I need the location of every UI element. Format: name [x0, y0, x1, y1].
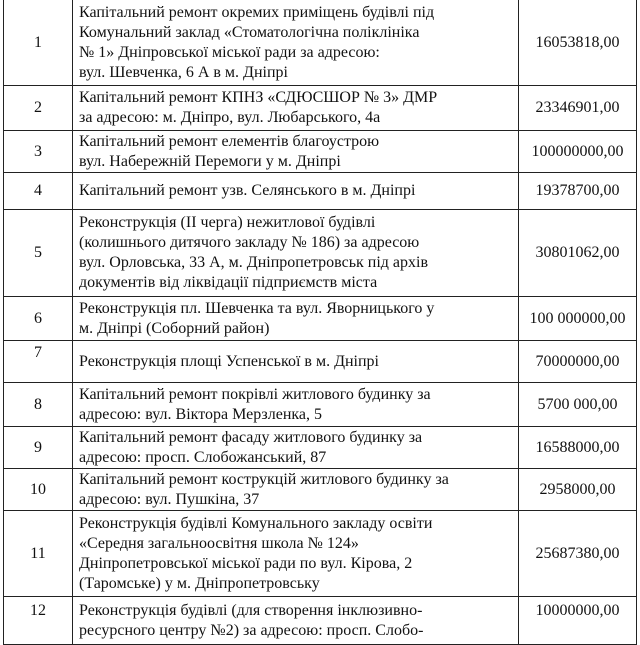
row-amount: 2958000,00	[519, 469, 637, 511]
table-row	[4, 511, 637, 597]
description-line: вул. Орловська, 33 А, м. Дніпропетровськ під архів	[79, 254, 429, 271]
row-description	[73, 469, 519, 511]
table-row	[4, 86, 637, 131]
description-line: адресою: просп. Слобожанський, 87	[79, 448, 327, 466]
row-number: 6	[4, 297, 73, 341]
row-amount: 16588000,00	[519, 427, 637, 469]
description-line: Капітальний ремонт узв. Селянського в м. Дніпрі	[79, 182, 416, 199]
row-number: 3	[4, 131, 73, 173]
row-description	[73, 297, 519, 341]
table-row	[4, 297, 637, 341]
row-number: 11	[4, 511, 73, 597]
row-number: 5	[4, 210, 73, 297]
table-row	[4, 131, 637, 173]
row-number: 4	[4, 173, 73, 210]
table-row	[4, 383, 637, 427]
row-amount: 25687380,00	[519, 511, 637, 597]
description-line: адресою: вул. Пушкіна, 37	[79, 490, 260, 508]
description-line: № 1» Дніпровської міської ради за адресою:	[79, 43, 380, 61]
description-line: адресою: вул. Віктора Мерзленка, 5	[79, 405, 323, 423]
description-line: м. Дніпрі (Соборний район)	[79, 319, 270, 337]
table-row	[4, 469, 637, 511]
row-number: 9	[4, 427, 73, 469]
row-description	[73, 210, 519, 297]
row-amount: 70000000,00	[519, 341, 637, 383]
row-number: 10	[4, 469, 73, 511]
row-amount: 19378700,00	[519, 173, 637, 210]
description-line: вул. Шевченка, 6 А в м. Дніпрі	[79, 63, 288, 81]
projects-table	[3, 0, 637, 645]
row-number: 1	[4, 0, 73, 86]
row-amount: 100 000000,00	[519, 297, 637, 341]
table-row	[4, 341, 637, 383]
row-number: 12	[4, 597, 73, 645]
projects-table-body	[4, 0, 637, 645]
row-amount: 10000000,00	[519, 597, 637, 645]
table-row	[4, 0, 637, 86]
row-description	[73, 173, 519, 210]
description-line: «Середня загальноосвітня школа № 124»	[79, 534, 359, 552]
description-line: Реконструкція пл. Шевченка та вул. Яворницького у	[79, 299, 435, 317]
description-line: (колишнього дитячого закладу № 186) за адресою	[79, 234, 420, 251]
description-line: Дніпропетровської міської ради по вул. Кірова, 2	[79, 554, 413, 572]
description-line: за адресою: м. Дніпро, вул. Любарського, 4а	[79, 109, 381, 126]
row-amount: 5700 000,00	[519, 383, 637, 427]
table-row	[4, 427, 637, 469]
row-number: 7	[4, 341, 73, 383]
description-line: Капітальний ремонт КПНЗ «СДЮСШОР № 3» ДМР	[79, 89, 438, 106]
row-description	[73, 383, 519, 427]
row-description	[73, 597, 519, 645]
row-description	[73, 0, 519, 86]
description-line: вул. Набережній Перемоги у м. Дніпрі	[79, 152, 341, 170]
description-line: Капітальний ремонт покрівлі житлового будинку за	[79, 385, 431, 403]
row-description	[73, 341, 519, 383]
description-line: ресурсного центру №2) за адресою: просп. Слобо-	[79, 622, 424, 639]
description-line: Реконструкція будівлі (для створення інклюзивно-	[79, 602, 423, 619]
row-description	[73, 511, 519, 597]
row-description	[73, 86, 519, 131]
row-description	[73, 131, 519, 173]
table-row	[4, 173, 637, 210]
row-amount: 30801062,00	[519, 210, 637, 297]
description-line: (Таромське) у м. Дніпропетровську	[79, 574, 320, 592]
table-row	[4, 210, 637, 297]
row-description	[73, 427, 519, 469]
description-line: Комунальний заклад «Стоматологічна поліклініка	[79, 23, 420, 41]
row-number: 8	[4, 383, 73, 427]
description-line: Капітальний ремонт елементів благоустрою	[79, 132, 380, 150]
description-line: Реконструкція площі Успенської в м. Дніпрі	[79, 352, 379, 370]
description-line: Реконструкція будівлі Комунального закладу освіти	[79, 514, 433, 532]
row-amount: 16053818,00	[519, 0, 637, 86]
description-line: Капітальний ремонт окремих приміщень будівлі під	[79, 3, 435, 21]
row-number: 2	[4, 86, 73, 131]
row-amount: 23346901,00	[519, 86, 637, 131]
row-amount: 100000000,00	[519, 131, 637, 173]
table-row	[4, 597, 637, 645]
description-line: Капітальний ремонт фасаду житлового будинку за	[79, 428, 423, 446]
description-line: Реконструкція (ІІ черга) нежитлової будівлі	[79, 214, 376, 231]
description-line: Капітальний ремонт кострукцій житлового будинку за	[79, 470, 449, 488]
description-line: документів від ліквідації підприємств міста	[79, 274, 378, 291]
